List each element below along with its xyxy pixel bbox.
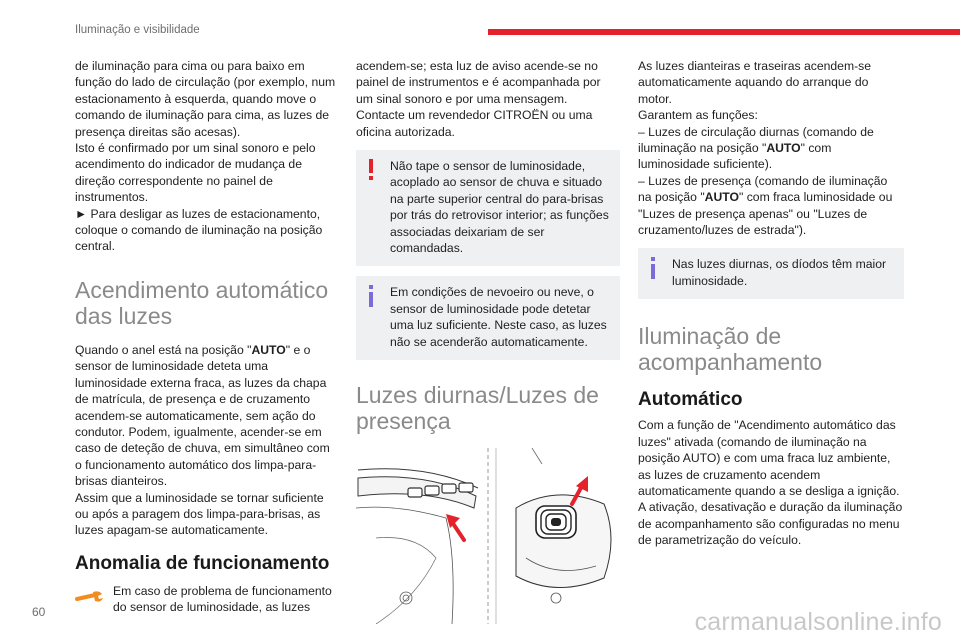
wrench-icon	[75, 589, 105, 605]
paragraph: acendem-se; esta luz de aviso acende-se no painel de instrumentos e é acompanhada por um sinal sonoro e por uma mensagem.	[356, 59, 601, 106]
section-heading-daytime-lights: Luzes diurnas/Luzes de presença	[356, 382, 599, 435]
section-heading-auto-lighting: Acendimento automático das luzes	[75, 276, 329, 329]
paragraph: ► Para desligar as luzes de estacionamento, coloque o comando de iluminação na posição central.	[75, 206, 323, 254]
list-item: – Luzes de presença (comando de iluminação na posição "AUTO" com fraca luminosidade ou "Luzes de presença apenas" ou "Luzes de cruzamento/luzes de estrada").	[638, 173, 893, 238]
malfunction-note	[75, 583, 337, 616]
column-1	[75, 58, 337, 616]
subheading-automatic: Automático	[638, 389, 743, 411]
paragraph: A ativação, desativação e duração da iluminação de acompanhamento são configuradas no menu de parametrização do veículo.	[638, 500, 903, 548]
paragraph: de iluminação para cima ou para baixo em função do lado de circulação (por exemplo, num estacionamento à esquerda, quando move o comando de iluminação para cima, as luzes de presença direitas são acesas).	[75, 59, 336, 139]
paragraph: Isto é confirmado por um sinal sonoro e pelo acendimento do indicador de mudança de direção correspondente no painel de instrumentos.	[75, 141, 316, 205]
paragraph: Garantem as funções:	[638, 108, 758, 123]
info-icon	[647, 257, 659, 279]
section-heading-follow-me-lighting: Iluminação de acompanhamento	[638, 323, 823, 376]
warning-note	[356, 150, 620, 266]
info-text: Nas luzes diurnas, os díodos têm maior luminosidade.	[672, 257, 887, 288]
info-note	[638, 248, 904, 299]
paragraph: As luzes dianteiras e traseiras acendem-se automaticamente aquando do arranque do motor.	[638, 59, 872, 106]
paragraph: Em caso de problema de funcionamento do sensor de luminosidade, as luzes	[113, 583, 332, 615]
paragraph: Assim que a luminosidade se tornar suficiente ou após a paragem dos limpa-para-brisas, as luzes apagam-se automaticamente.	[75, 490, 324, 538]
front-lights-illustration	[356, 448, 620, 624]
list-item: – Luzes de circulação diurnas (comando de iluminação na posição "AUTO" com luminosidade suficiente).	[638, 124, 874, 172]
info-icon	[365, 285, 377, 307]
exclamation-icon	[365, 159, 377, 181]
watermark: carmanualsonline.info	[694, 608, 942, 636]
paragraph: Quando o anel está na posição "AUTO" e o sensor de luminosidade deteta uma luminosidade externa fraca, as luzes da chapa de matrícula, de presença e de cruzamento acendem-se automaticamente, sem ação do condutor. Podem, igualmente, acender-se em caso de deteção de chuva, em simultâneo com o funcionamento automático dos limpa-para-brisas dianteiros.	[75, 342, 330, 489]
warning-text: Não tape o sensor de luminosidade, acoplado ao sensor de chuva e situado na parte superior central do para-brisas por trás do retrovisor interior; as funções associadas deixariam de ser comandadas.	[390, 159, 609, 256]
column-3	[638, 58, 904, 549]
paragraph: Com a função de "Acendimento automático das luzes" ativada (comando de iluminação na posição AUTO) e com uma fraca luz ambiente, as luzes de cruzamento acendem automaticamente quando a se desliga a ignição.	[638, 418, 900, 498]
header-accent-bar	[488, 29, 960, 35]
subheading-malfunction: Anomalia de funcionamento	[75, 552, 330, 574]
paragraph: Contacte um revendedor CITROËN ou uma oficina autorizada.	[356, 108, 593, 139]
page-number: 60	[32, 605, 46, 619]
info-note	[356, 276, 620, 360]
running-header-title: Iluminação e visibilidade	[75, 24, 200, 36]
info-text: Em condições de nevoeiro ou neve, o sensor de luminosidade pode detetar uma luz suficiente. Neste caso, as luzes não se acenderão automaticamente.	[390, 285, 607, 349]
column-2	[356, 58, 620, 624]
